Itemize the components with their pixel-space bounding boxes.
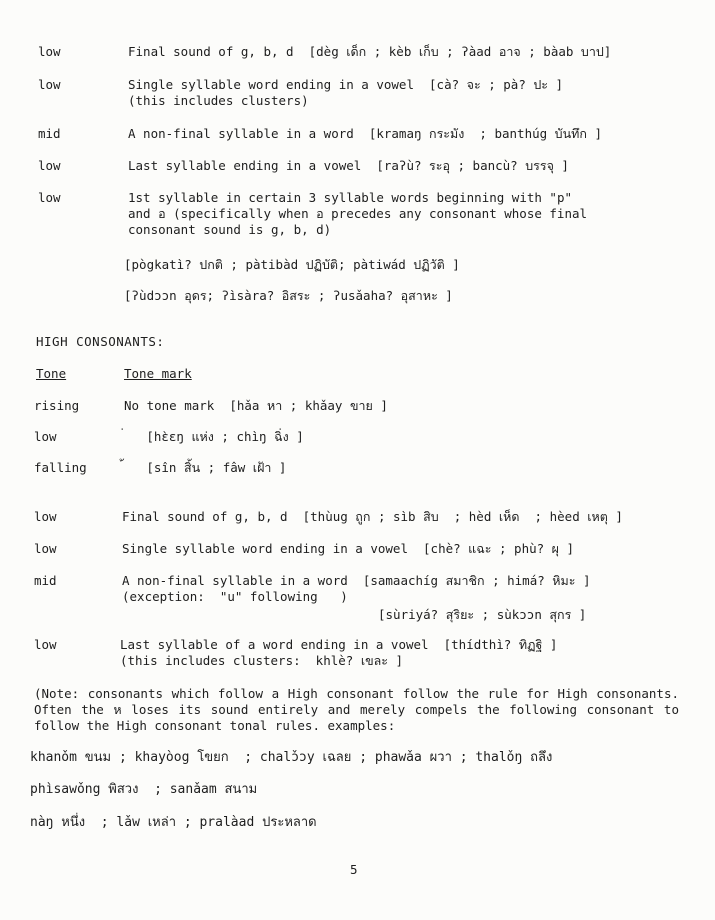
tone-mark-row: ่ [hɛ̀ɛŋ แห่ง ; chìŋ ฉิ่ง ]: [112, 429, 304, 444]
rule-text: Single syllable word ending in a vowel [chè? แฉะ ; phù? ผุ ]: [122, 541, 575, 556]
rule-text: (this includes clusters: khlè? เขละ ]: [120, 653, 404, 668]
tone-label: low: [38, 77, 61, 92]
tone-label: falling: [34, 460, 87, 475]
rule-text: (this includes clusters): [128, 93, 309, 108]
example-line: [sùriyá? สุริยะ ; sùkɔɔn สุกร ]: [378, 607, 587, 622]
column-header-tone: Tone: [36, 366, 67, 381]
tone-mark-row: No tone mark [hǎa หา ; khǎay ขาย ]: [124, 398, 388, 413]
tone-label: low: [34, 429, 57, 444]
tone-label: low: [38, 190, 61, 205]
rule-text: Final sound of g, b, d [thùug ถูก ; sìb สิบ ; hèd เห็ด ; hèed เหตุ ]: [122, 509, 623, 524]
example-line: [ʔùdɔɔn อุดร; ʔìsàra? อิสระ ; ʔusǎaha? อุสาหะ ]: [124, 288, 453, 303]
tone-label: low: [38, 158, 61, 173]
tone-label: low: [38, 44, 61, 59]
column-header-mark: Tone mark: [124, 366, 192, 381]
tone-label: rising: [34, 398, 80, 413]
rule-text: and อ (specifically when อ precedes any consonant whose final: [128, 206, 588, 221]
rule-text: Final sound of g, b, d [dèg เด็ก ; kèb เก็บ ; ʔàad อาจ ; bàab บาป]: [128, 44, 612, 59]
example-line: nàŋ หนึ่ง ; lǎw เหล่า ; pralàad ประหลาด: [30, 815, 317, 830]
example-line: phìsawǒng พิสวง ; sanǎam สนาม: [30, 782, 258, 797]
example-line: khanǒm ขนม ; khayòog โขยก ; chalɔ̌ɔy เฉลย ; phawǎa ผวา ; thalǒŋ ถลึง: [30, 750, 553, 765]
section-heading: HIGH CONSONANTS:: [36, 334, 165, 349]
tone-label: mid: [38, 126, 61, 141]
page-number: 5: [350, 862, 358, 877]
note-paragraph: (Note: consonants which follow a High consonant follow the rule for High consonants. Often the ห loses its sound entirely and merely compels the following consonant to follow the High consonant tonal rules. examples:: [34, 686, 679, 733]
tone-label: low: [34, 541, 57, 556]
rule-text: (exception: "u" following ): [122, 589, 348, 604]
example-line: [pògkatì? ปกติ ; pàtibàd ปฏิบัติ; pàtiwád ปฏิวัติ ]: [124, 257, 460, 272]
rule-text: Single syllable word ending in a vowel [cà? จะ ; pà? ปะ ]: [128, 77, 564, 92]
tone-label: mid: [34, 573, 57, 588]
tone-label: low: [34, 509, 57, 524]
rule-text: consonant sound is g, b, d): [128, 222, 332, 237]
rule-text: A non-final syllable in a word [kramaŋ กระมัง ; banthúg บันทึก ]: [128, 126, 603, 141]
tone-mark-row: ้ [sîn สิ้น ; fâw เฝ้า ]: [112, 460, 287, 475]
rule-text: A non-final syllable in a word [samaachíg สมาชิก ; himá? หิมะ ]: [122, 573, 591, 588]
rule-text: 1st syllable in certain 3 syllable words beginning with "p": [128, 190, 573, 205]
rule-text: Last syllable ending in a vowel [raʔù? ระอุ ; bancù? บรรจุ ]: [128, 158, 569, 173]
rule-text: Last syllable of a word ending in a vowel [thídthì? ทิฏฐิ ]: [120, 637, 558, 652]
tone-label: low: [34, 637, 57, 652]
